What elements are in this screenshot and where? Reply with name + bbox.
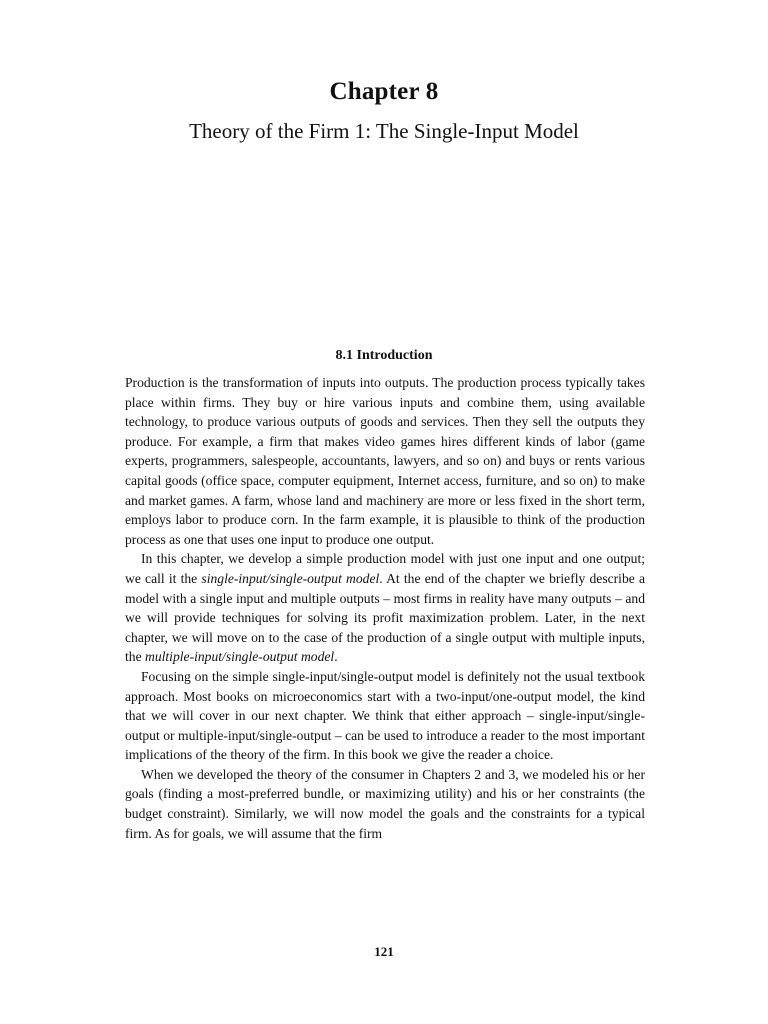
paragraph-2: [125, 549, 645, 667]
page-number: 121: [374, 944, 394, 959]
paragraph-2-part-2: . At the end of the chapter we briefly describe a model with a single input and multiple outputs – most firms in reality have many outputs – and we will provide techniques for solving its profit maximization problem. Later, in the next chapter, we will move on to the case of the production of a single output with multiple inputs, the: [125, 570, 646, 665]
paragraph-3: Focusing on the simple single-input/single-output model is definitely not the usual textbook approach. Most books on microeconomics start with a two-input/one-output model, the kind that we will cover in our next chapter. We think that either approach – single-input/single-output or multiple-input/single-output – can be used to introduce a reader to the most important implications of the theory of the firm. In this book we give the reader a choice.: [125, 668, 645, 763]
term-multiple-input-single-output: multiple-input/single-output model: [145, 649, 335, 665]
chapter-title: Theory of the Firm 1: The Single-Input Model: [189, 119, 579, 143]
paragraph-4: When we developed the theory of the consumer in Chapters 2 and 3, we modeled his or her goals (finding a most-preferred bundle, or maximizing utility) and his or her constraints (the budget constraint). Similarly, we will now model the goals and the constraints for a typical firm. As for goals, we will assume that the firm: [125, 766, 645, 841]
section-heading: 8.1 Introduction: [335, 348, 433, 363]
body-text: [125, 373, 645, 843]
term-single-input-single-output: single-input/single-output model: [201, 570, 380, 586]
chapter-label: Chapter 8: [329, 78, 439, 105]
paragraph-2-part-1: In this chapter, we develop a simple production model with just one input and one output; we call it the: [125, 551, 645, 586]
paragraph-2-part-3: .: [334, 649, 338, 665]
paragraph-1: Production is the transformation of inputs into outputs. The production process typically takes place within firms. They buy or hire various inputs and combine them, using available technology, to produce various outputs of goods and services. Then they sell the outputs they produce. For example, a firm that makes video games hires different kinds of labor (game experts, programmers, salespeople, accountants, lawyers, and so on) and buys or rents various capital goods (office space, computer equipment, Internet access, furniture, and so on) to make and market games. A farm, whose land and machinery are more or less fixed in the short term, employs labor to produce corn. In the farm example, it is plausible to think of the production process as one that uses one input to produce one output.: [125, 375, 645, 547]
